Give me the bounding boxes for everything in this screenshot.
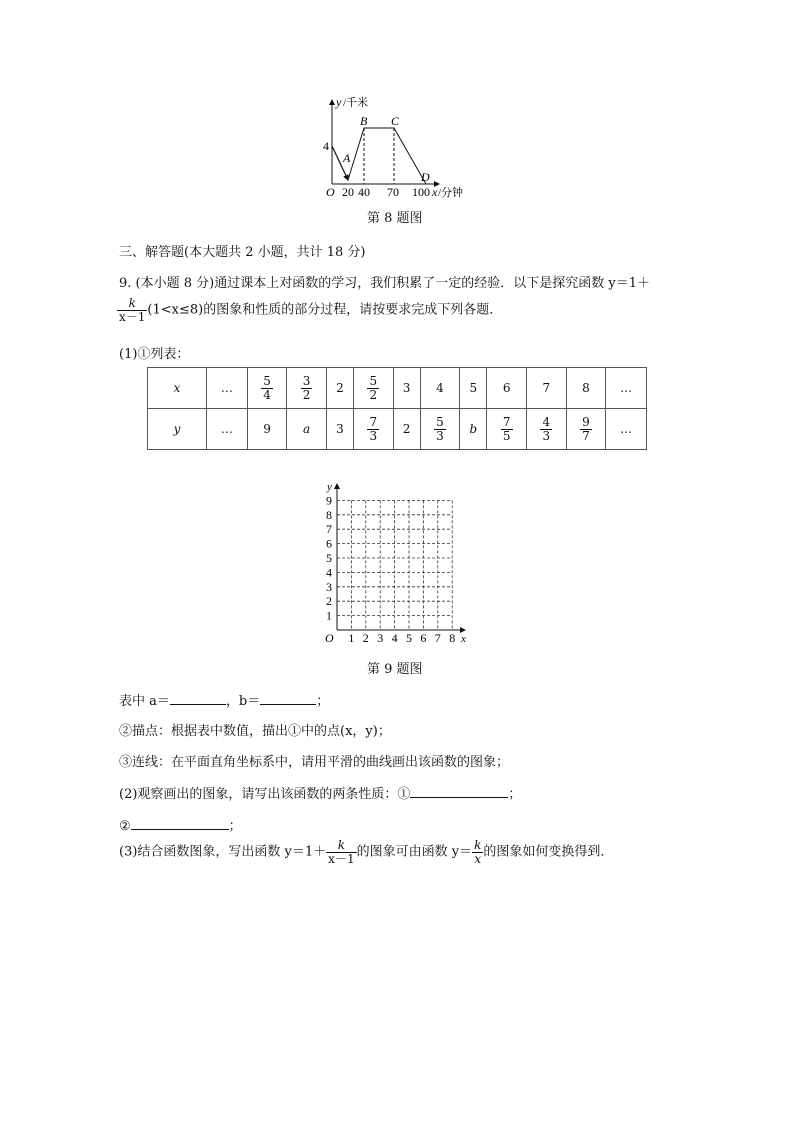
table-cell: 7 [527, 368, 567, 409]
fig9-y-tick: 2 [326, 594, 332, 609]
table-row-x [148, 368, 647, 409]
table-cell: $\frac{5}{2}$ [353, 368, 393, 409]
fig9-y-tick: 6 [326, 536, 332, 551]
q9-line2-rest: (1<x≤8)的图象和性质的部分过程，请按要求完成下列各题． [147, 302, 503, 318]
table-cell: 3 [393, 368, 420, 409]
part3-end: 的图象如何变换得到． [483, 844, 614, 860]
part3-fraction-1: $\frac{k}{x-1}$ [328, 838, 355, 866]
part3-fraction-2: $\frac{k}{x}$ [474, 838, 482, 866]
fig8-origin: O [326, 185, 335, 199]
fig8-ylabel-unit: /千米 [343, 97, 369, 109]
table-cell: 5 [460, 368, 487, 409]
section-title: 三、解答题(本大题共 2 小题，共计 18 分) [119, 245, 366, 260]
blank-b-label: ，b＝ [225, 694, 261, 709]
values-table [147, 367, 647, 450]
fig8-xlabel-var: x [432, 185, 438, 199]
fig9-x-tick: 1 [348, 631, 355, 645]
q9-frac-num: k [117, 297, 147, 311]
table-cell: $\frac{7}{3}$ [353, 409, 393, 450]
table-cell: $\frac{3}{2}$ [287, 368, 327, 409]
table-cell: 9 [247, 409, 287, 450]
fig8-xtick-100: 100 [412, 185, 430, 199]
table-cell: $\frac{4}{3}$ [527, 409, 567, 450]
part2-blank-2[interactable] [131, 817, 229, 830]
table-cell: 3 [326, 409, 353, 450]
fig9-x-tick: 4 [391, 631, 398, 645]
table-cell: 4 [420, 368, 460, 409]
fig8-xtick-20: 20 [342, 185, 354, 199]
q9-step3: ③连线：在平面直角坐标系中，请用平滑的曲线画出该函数的图象； [119, 755, 510, 770]
fig8-point-a: A [343, 151, 351, 165]
fig8-xtick-70: 70 [387, 185, 399, 199]
fig8-point-b: B [360, 114, 368, 128]
table-cell-ellipsis: … [606, 409, 647, 450]
q9-line2 [117, 297, 502, 323]
fig9-y-tick: 4 [326, 565, 332, 580]
q9-frac-den: x－1 [119, 309, 146, 324]
fig9-x-label: x [461, 633, 466, 645]
table-cell: b [460, 409, 487, 450]
fig9-y-label: y [327, 481, 332, 493]
table-row-y [148, 409, 647, 450]
q9-blank-line [119, 690, 329, 709]
fig9-x-tick: 7 [434, 631, 441, 645]
fig9-caption: 第 9 题图 [367, 662, 423, 677]
q9-line1: 9. (本小题 8 分)通过课本上对函数的学习，我们积累了一定的经验．以下是探究函数 y＝1＋ [119, 276, 650, 291]
table-cell: 8 [566, 368, 606, 409]
table-cell: 2 [326, 368, 353, 409]
blank-end: ； [316, 694, 330, 709]
fig9-y-tick: 1 [326, 608, 332, 623]
q9-fraction [117, 297, 147, 323]
fig9-y-tick: 8 [326, 507, 332, 522]
part2-second-text: ② [119, 819, 131, 834]
figure-9-grid [315, 478, 475, 650]
figure-8-graph [315, 92, 475, 202]
q9-part2-second [119, 815, 242, 834]
fig8-point-d: D [421, 170, 430, 184]
fig8-caption: 第 8 题图 [367, 211, 423, 226]
table-cell-ellipsis: … [606, 368, 647, 409]
table-cell: a [287, 409, 327, 450]
table-cell-ellipsis: … [207, 368, 248, 409]
q9-part2 [119, 783, 521, 802]
table-cell: $\frac{5}{4}$ [247, 368, 287, 409]
fig9-x-tick: 8 [449, 631, 456, 645]
fig9-x-tick: 2 [362, 631, 369, 645]
fig9-x-tick: 3 [377, 631, 384, 645]
part2-second-end: ； [228, 819, 242, 834]
fig9-y-tick: 3 [326, 579, 332, 594]
table-cell-ellipsis: … [207, 409, 248, 450]
table-cell: $\frac{7}{5}$ [487, 409, 527, 450]
fig8-ytick-4: 4 [323, 139, 329, 153]
q9-part1-label: (1)①列表： [119, 347, 190, 362]
blank-b-input[interactable] [260, 692, 316, 705]
part3-pre: (3)结合函数图象，写出函数 y＝1＋ [119, 844, 327, 860]
fig9-x-tick: 6 [420, 631, 427, 645]
fig9-y-tick: 9 [326, 493, 332, 508]
table-cell: 6 [487, 368, 527, 409]
part2-end: ； [508, 787, 522, 802]
fig9-y-tick: 7 [326, 522, 332, 537]
part2-blank-1[interactable] [410, 785, 508, 798]
table-header-x: x [148, 368, 207, 409]
fig8-ylabel-var: y [336, 95, 342, 109]
fig8-xtick-40: 40 [358, 185, 370, 199]
fig8-point-c: C [391, 114, 400, 128]
fig9-origin: O [325, 631, 334, 645]
table-cell: $\frac{5}{3}$ [420, 409, 460, 450]
table-cell: 2 [393, 409, 420, 450]
q9-part3 [119, 839, 613, 865]
table-header-y: y [148, 409, 207, 450]
q9-step2: ②描点：根据表中数值，描出①中的点(x，y)； [119, 724, 391, 739]
blank-a-label: 表中 a＝ [119, 694, 170, 709]
fig8-xlabel-unit: /分钟 [438, 187, 464, 199]
part3-mid: 的图象可由函数 y＝ [356, 844, 473, 860]
fig9-y-tick: 5 [326, 551, 332, 565]
blank-a-input[interactable] [170, 692, 226, 705]
part2-text: (2)观察画出的图象，请写出该函数的两条性质：① [119, 787, 411, 802]
table-cell: $\frac{9}{7}$ [566, 409, 606, 450]
fig9-x-tick: 5 [406, 631, 412, 645]
